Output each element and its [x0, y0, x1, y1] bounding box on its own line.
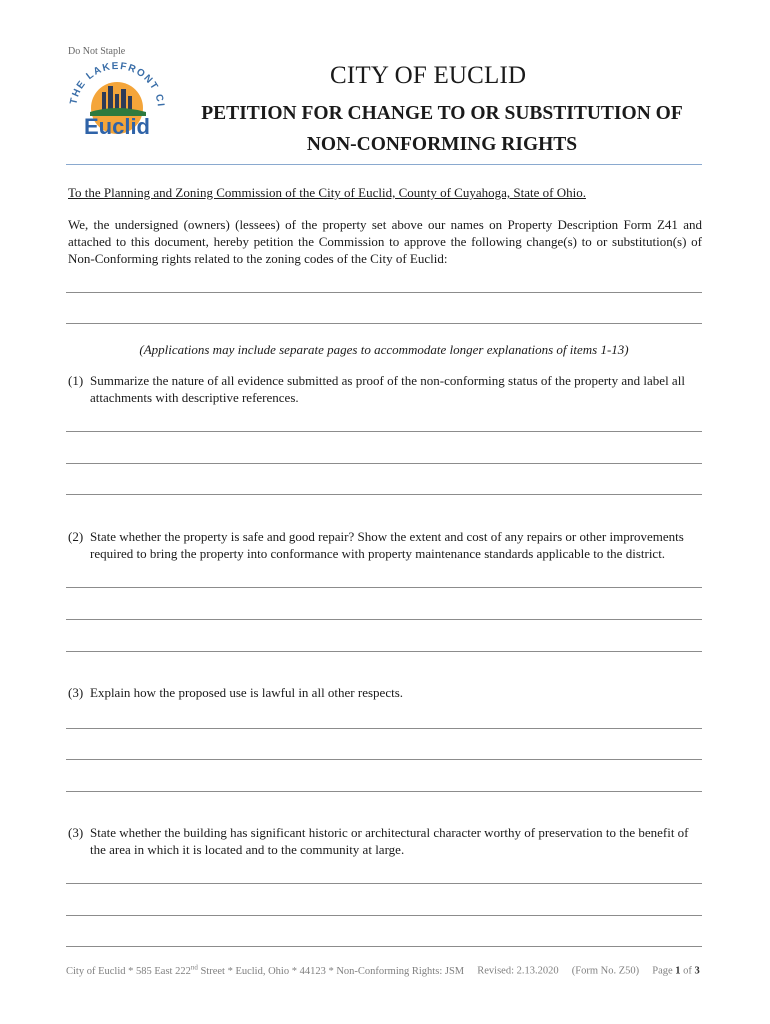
- answer-line[interactable]: [66, 431, 702, 432]
- question-text: State whether the building has significant historic or architectural character worthy of preservation to the benefit of: [90, 825, 689, 840]
- question-number: (3): [68, 825, 84, 840]
- question-number: (1): [68, 373, 84, 388]
- answer-line[interactable]: [66, 587, 702, 588]
- answer-line[interactable]: [66, 494, 702, 495]
- question-2: [68, 528, 702, 562]
- address-line: To the Planning and Zoning Commission of the City of Euclid, County of Cuyahoga, State of Ohio.: [68, 185, 586, 200]
- city-title: CITY OF EUCLID: [330, 62, 527, 89]
- header-divider: [66, 164, 702, 165]
- answer-line[interactable]: [66, 946, 702, 947]
- petition-title-line2: NON-CONFORMING RIGHTS: [306, 134, 578, 155]
- question-3: [68, 684, 702, 701]
- footer-page: Page 1 of 3: [652, 965, 700, 977]
- footer-address: City of Euclid * 585 East 222nd Street * Euclid, Ohio * 44123 * Non-Conforming Rights: JSM: [66, 963, 465, 977]
- answer-line[interactable]: [66, 728, 702, 729]
- footer-revised: Revised: 2.13.2020: [477, 965, 559, 977]
- answer-line[interactable]: [66, 915, 702, 916]
- logo-arc-text: THE LAKEFRONT CI: [68, 60, 166, 109]
- answer-line[interactable]: [66, 619, 702, 620]
- intro-paragraph: We, the undersigned (owners) (lessees) of the property set above our names on Property Description Form Z41 and attached to this document, hereby petition the Commission to approve the following change(s) to or substitution(s) of Non-Conforming rights related to the zoning codes of the City of Euclid:: [68, 217, 702, 266]
- page-footer: [66, 963, 702, 977]
- instructions-note: (Applications may include separate pages to accommodate longer explanations of items 1-13): [139, 342, 629, 357]
- answer-line[interactable]: [66, 791, 702, 792]
- question-number: (2): [68, 529, 84, 544]
- staple-note: Do Not Staple: [68, 46, 126, 57]
- footer-form-number: (Form No. Z50): [571, 965, 640, 977]
- question-number: (3): [68, 685, 84, 700]
- question-1: [68, 372, 702, 406]
- answer-line[interactable]: [66, 323, 702, 324]
- logo-name: Euclid: [83, 114, 151, 139]
- answer-line[interactable]: [66, 463, 702, 464]
- question-text: Explain how the proposed use is lawful in all other respects.: [90, 685, 404, 700]
- answer-line[interactable]: [66, 651, 702, 652]
- question-text: Summarize the nature of all evidence submitted as proof of the non-conforming status of the property and label all: [90, 373, 685, 388]
- question-text: State whether the property is safe and good repair? Show the extent and cost of any repairs or other improvements: [90, 529, 684, 544]
- question-4: [68, 824, 702, 858]
- answer-line[interactable]: [66, 883, 702, 884]
- question-text-cont: required to bring the property into conformance with property maintenance standards applicable to the district.: [90, 546, 666, 561]
- petition-title: [182, 98, 702, 160]
- petition-title-line1: PETITION FOR CHANGE TO OR SUBSTITUTION OF: [201, 103, 683, 124]
- euclid-logo: [62, 58, 172, 140]
- question-text-cont: the area in which it is located and to the community at large.: [90, 842, 405, 857]
- answer-line[interactable]: [66, 292, 702, 293]
- question-text-cont: attachments with descriptive references.: [90, 390, 299, 405]
- answer-line[interactable]: [66, 759, 702, 760]
